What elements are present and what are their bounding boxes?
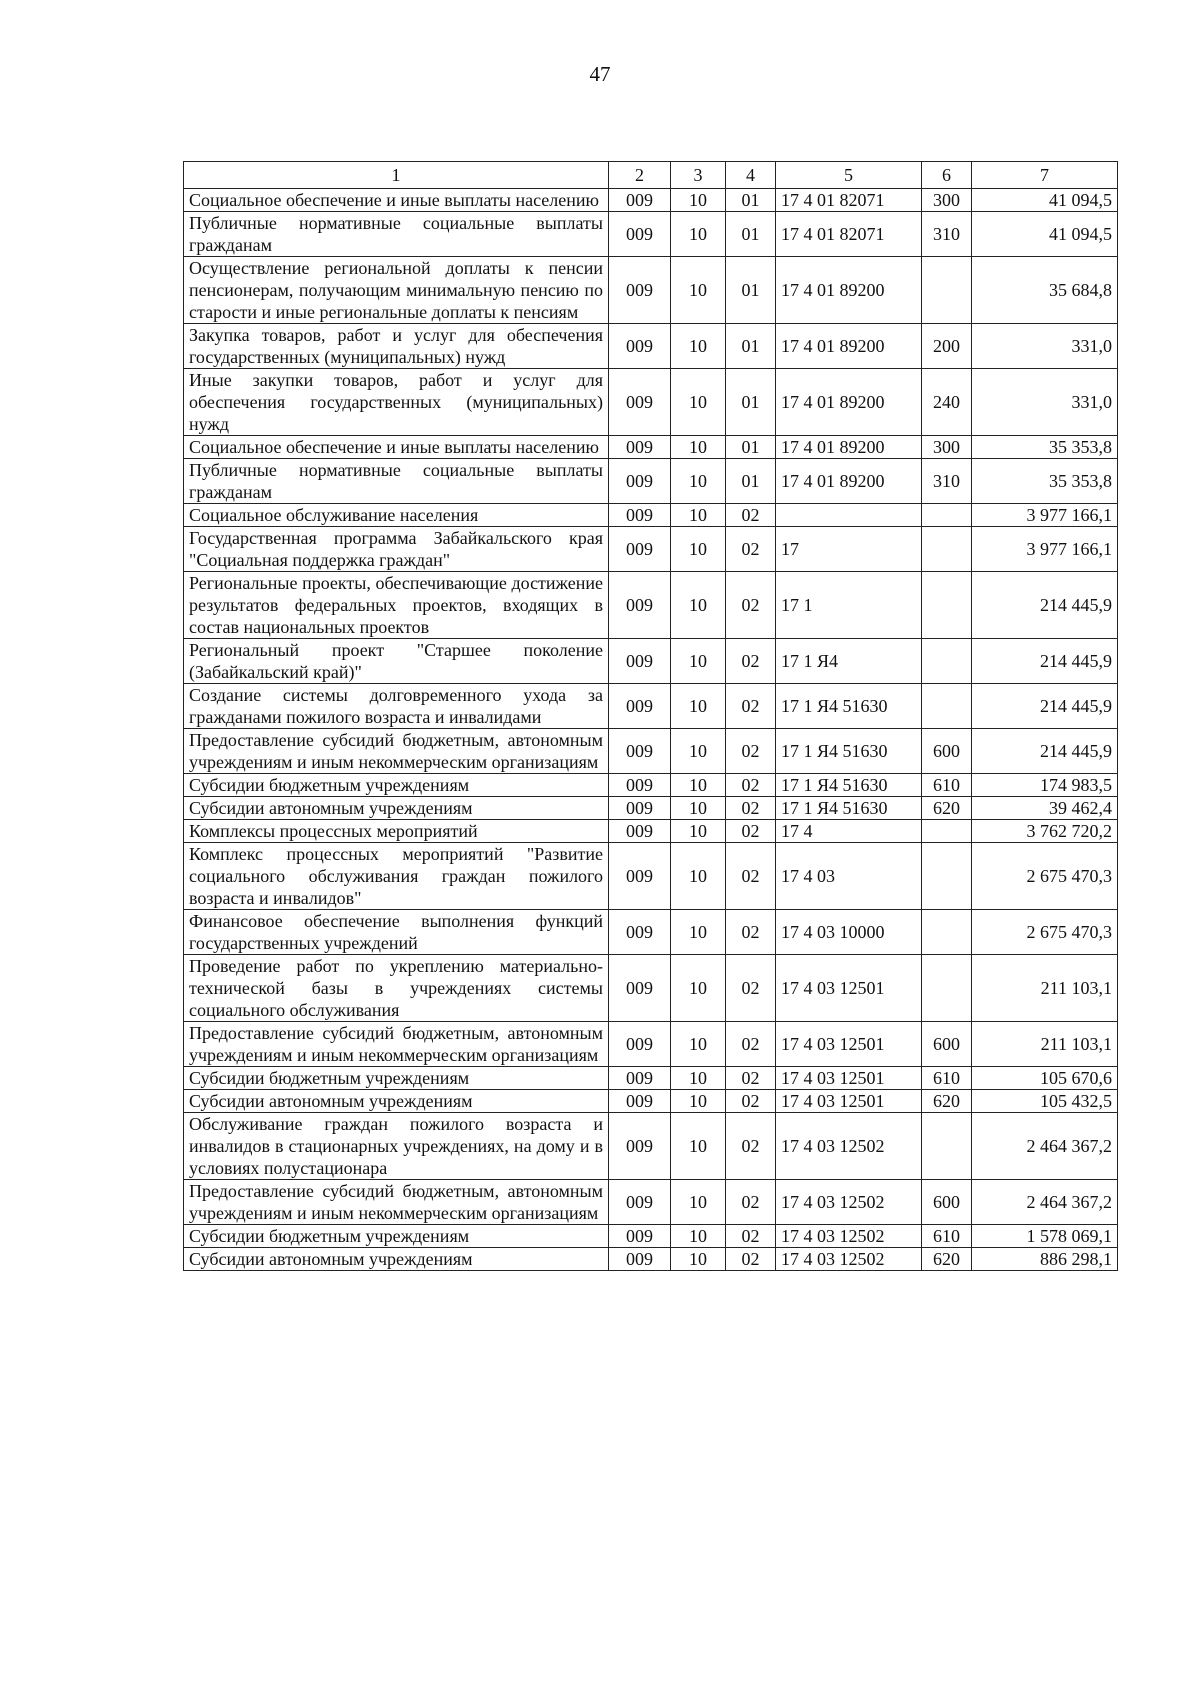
column-header: 2 [609, 162, 671, 189]
amount-cell: 1 578 069,1 [972, 1225, 1118, 1248]
subsection-cell: 02 [726, 843, 776, 910]
section-cell: 10 [671, 729, 726, 774]
amount-cell: 3 977 166,1 [972, 527, 1118, 572]
column-header: 6 [922, 162, 972, 189]
row-name-cell: Социальное обеспечение и иные выплаты населению [184, 189, 609, 212]
admin-code-cell: 009 [609, 572, 671, 639]
target-article-cell: 17 4 01 82071 [776, 189, 922, 212]
amount-cell: 2 675 470,3 [972, 843, 1118, 910]
section-cell: 10 [671, 955, 726, 1022]
subsection-cell: 02 [726, 910, 776, 955]
section-cell: 10 [671, 257, 726, 324]
target-article-cell: 17 1 Я4 51630 [776, 729, 922, 774]
row-name-cell: Закупка товаров, работ и услуг для обеспечения государственных (муниципальных) нужд [184, 324, 609, 369]
amount-cell: 39 462,4 [972, 797, 1118, 820]
row-name-cell: Создание системы долговременного ухода за гражданами пожилого возраста и инвалидами [184, 684, 609, 729]
section-cell: 10 [671, 774, 726, 797]
admin-code-cell: 009 [609, 639, 671, 684]
amount-cell: 211 103,1 [972, 955, 1118, 1022]
row-name-cell: Социальное обслуживание населения [184, 504, 609, 527]
amount-cell: 35 353,8 [972, 459, 1118, 504]
row-name-cell: Обслуживание граждан пожилого возраста и инвалидов в стационарных учреждениях, на дому и в условиях полустационара [184, 1113, 609, 1180]
expense-type-cell [922, 572, 972, 639]
table-body [184, 189, 1118, 1271]
amount-cell: 211 103,1 [972, 1022, 1118, 1067]
amount-cell: 214 445,9 [972, 684, 1118, 729]
amount-cell: 214 445,9 [972, 639, 1118, 684]
subsection-cell: 02 [726, 820, 776, 843]
amount-cell: 41 094,5 [972, 212, 1118, 257]
subsection-cell: 01 [726, 459, 776, 504]
expense-type-cell [922, 257, 972, 324]
target-article-cell: 17 4 [776, 820, 922, 843]
admin-code-cell: 009 [609, 369, 671, 436]
admin-code-cell: 009 [609, 324, 671, 369]
section-cell: 10 [671, 189, 726, 212]
target-article-cell: 17 1 Я4 51630 [776, 774, 922, 797]
section-cell: 10 [671, 504, 726, 527]
amount-cell: 105 670,6 [972, 1067, 1118, 1090]
table-row [184, 257, 1118, 324]
target-article-cell: 17 4 03 10000 [776, 910, 922, 955]
row-name-cell: Региональный проект "Старшее поколение (Забайкальский край)" [184, 639, 609, 684]
expense-type-cell: 620 [922, 797, 972, 820]
row-name-cell: Комплекс процессных мероприятий "Развитие социального обслуживания граждан пожилого возраста и инвалидов" [184, 843, 609, 910]
admin-code-cell: 009 [609, 212, 671, 257]
section-cell: 10 [671, 1180, 726, 1225]
subsection-cell: 02 [726, 504, 776, 527]
row-name-cell: Субсидии автономным учреждениям [184, 797, 609, 820]
expense-type-cell: 310 [922, 459, 972, 504]
section-cell: 10 [671, 1113, 726, 1180]
header-row [184, 162, 1118, 189]
target-article-cell: 17 4 03 [776, 843, 922, 910]
table-row [184, 212, 1118, 257]
expense-type-cell: 600 [922, 729, 972, 774]
admin-code-cell: 009 [609, 729, 671, 774]
expense-type-cell: 240 [922, 369, 972, 436]
target-article-cell: 17 4 01 89200 [776, 436, 922, 459]
table-row [184, 910, 1118, 955]
expense-type-cell [922, 820, 972, 843]
section-cell: 10 [671, 1022, 726, 1067]
table-row [184, 729, 1118, 774]
row-name-cell: Субсидии бюджетным учреждениям [184, 774, 609, 797]
target-article-cell: 17 4 03 12501 [776, 1022, 922, 1067]
expense-type-cell [922, 504, 972, 527]
column-header: 4 [726, 162, 776, 189]
subsection-cell: 01 [726, 212, 776, 257]
expense-type-cell: 620 [922, 1248, 972, 1271]
table-row [184, 1113, 1118, 1180]
section-cell: 10 [671, 1090, 726, 1113]
table-row [184, 459, 1118, 504]
expense-type-cell: 610 [922, 1225, 972, 1248]
table-row [184, 436, 1118, 459]
table-row [184, 639, 1118, 684]
subsection-cell: 01 [726, 436, 776, 459]
table-row [184, 527, 1118, 572]
subsection-cell: 02 [726, 1067, 776, 1090]
table-row [184, 774, 1118, 797]
row-name-cell: Публичные нормативные социальные выплаты гражданам [184, 459, 609, 504]
subsection-cell: 01 [726, 257, 776, 324]
admin-code-cell: 009 [609, 1113, 671, 1180]
subsection-cell: 02 [726, 1022, 776, 1067]
admin-code-cell: 009 [609, 1225, 671, 1248]
expense-type-cell: 610 [922, 1067, 972, 1090]
target-article-cell: 17 4 01 89200 [776, 324, 922, 369]
table-row [184, 1090, 1118, 1113]
expense-type-cell [922, 1113, 972, 1180]
row-name-cell: Социальное обеспечение и иные выплаты населению [184, 436, 609, 459]
amount-cell: 214 445,9 [972, 572, 1118, 639]
target-article-cell: 17 4 01 89200 [776, 257, 922, 324]
expense-type-cell [922, 843, 972, 910]
amount-cell: 174 983,5 [972, 774, 1118, 797]
section-cell: 10 [671, 1248, 726, 1271]
table-row [184, 504, 1118, 527]
expense-type-cell: 600 [922, 1022, 972, 1067]
expense-type-cell [922, 910, 972, 955]
admin-code-cell: 009 [609, 257, 671, 324]
admin-code-cell: 009 [609, 1067, 671, 1090]
table-row [184, 189, 1118, 212]
admin-code-cell: 009 [609, 1022, 671, 1067]
table-row [184, 1180, 1118, 1225]
row-name-cell: Публичные нормативные социальные выплаты гражданам [184, 212, 609, 257]
admin-code-cell: 009 [609, 527, 671, 572]
row-name-cell: Предоставление субсидий бюджетным, автономным учреждениям и иным некоммерческим организациям [184, 1022, 609, 1067]
target-article-cell: 17 4 03 12501 [776, 1067, 922, 1090]
section-cell: 10 [671, 527, 726, 572]
admin-code-cell: 009 [609, 1180, 671, 1225]
section-cell: 10 [671, 843, 726, 910]
subsection-cell: 02 [726, 774, 776, 797]
subsection-cell: 02 [726, 955, 776, 1022]
expense-type-cell [922, 955, 972, 1022]
column-header: 5 [776, 162, 922, 189]
target-article-cell: 17 1 [776, 572, 922, 639]
table-row [184, 955, 1118, 1022]
expense-type-cell: 610 [922, 774, 972, 797]
row-name-cell: Субсидии автономным учреждениям [184, 1090, 609, 1113]
subsection-cell: 02 [726, 797, 776, 820]
table-row [184, 1067, 1118, 1090]
table-row [184, 1248, 1118, 1271]
admin-code-cell: 009 [609, 1090, 671, 1113]
section-cell: 10 [671, 369, 726, 436]
admin-code-cell: 009 [609, 820, 671, 843]
subsection-cell: 01 [726, 324, 776, 369]
row-name-cell: Проведение работ по укреплению материально-технической базы в учреждениях системы социального обслуживания [184, 955, 609, 1022]
page-number: 47 [589, 62, 611, 86]
subsection-cell: 01 [726, 189, 776, 212]
table-row [184, 1022, 1118, 1067]
subsection-cell: 02 [726, 684, 776, 729]
expense-type-cell [922, 527, 972, 572]
target-article-cell: 17 4 03 12502 [776, 1180, 922, 1225]
expense-type-cell [922, 639, 972, 684]
amount-cell: 886 298,1 [972, 1248, 1118, 1271]
amount-cell: 2 464 367,2 [972, 1113, 1118, 1180]
column-header: 1 [184, 162, 609, 189]
row-name-cell: Финансовое обеспечение выполнения функций государственных учреждений [184, 910, 609, 955]
admin-code-cell: 009 [609, 436, 671, 459]
section-cell: 10 [671, 436, 726, 459]
table-row [184, 324, 1118, 369]
admin-code-cell: 009 [609, 684, 671, 729]
target-article-cell: 17 4 01 89200 [776, 369, 922, 436]
row-name-cell: Субсидии бюджетным учреждениям [184, 1067, 609, 1090]
admin-code-cell: 009 [609, 774, 671, 797]
section-cell: 10 [671, 324, 726, 369]
admin-code-cell: 009 [609, 504, 671, 527]
subsection-cell: 02 [726, 1248, 776, 1271]
table-row [184, 797, 1118, 820]
section-cell: 10 [671, 1225, 726, 1248]
section-cell: 10 [671, 684, 726, 729]
amount-cell: 2 464 367,2 [972, 1180, 1118, 1225]
expense-type-cell: 310 [922, 212, 972, 257]
target-article-cell: 17 4 01 82071 [776, 212, 922, 257]
target-article-cell: 17 [776, 527, 922, 572]
row-name-cell: Предоставление субсидий бюджетным, автономным учреждениям и иным некоммерческим организациям [184, 729, 609, 774]
row-name-cell: Осуществление региональной доплаты к пенсии пенсионерам, получающим минимальную пенсию по старости и иные региональные доплаты к пенсиям [184, 257, 609, 324]
section-cell: 10 [671, 797, 726, 820]
section-cell: 10 [671, 572, 726, 639]
target-article-cell [776, 504, 922, 527]
amount-cell: 2 675 470,3 [972, 910, 1118, 955]
admin-code-cell: 009 [609, 910, 671, 955]
admin-code-cell: 009 [609, 843, 671, 910]
expense-type-cell: 200 [922, 324, 972, 369]
target-article-cell: 17 4 01 89200 [776, 459, 922, 504]
expense-type-cell: 620 [922, 1090, 972, 1113]
amount-cell: 3 762 720,2 [972, 820, 1118, 843]
table-row [184, 820, 1118, 843]
subsection-cell: 02 [726, 1225, 776, 1248]
expense-type-cell: 600 [922, 1180, 972, 1225]
section-cell: 10 [671, 910, 726, 955]
expense-type-cell [922, 684, 972, 729]
admin-code-cell: 009 [609, 797, 671, 820]
column-header: 7 [972, 162, 1118, 189]
subsection-cell: 02 [726, 527, 776, 572]
expense-type-cell: 300 [922, 436, 972, 459]
row-name-cell: Предоставление субсидий бюджетным, автономным учреждениям и иным некоммерческим организациям [184, 1180, 609, 1225]
amount-cell: 35 353,8 [972, 436, 1118, 459]
row-name-cell: Иные закупки товаров, работ и услуг для обеспечения государственных (муниципальных) нужд [184, 369, 609, 436]
amount-cell: 41 094,5 [972, 189, 1118, 212]
table-header [184, 162, 1118, 189]
section-cell: 10 [671, 1067, 726, 1090]
row-name-cell: Государственная программа Забайкальского края "Социальная поддержка граждан" [184, 527, 609, 572]
subsection-cell: 02 [726, 1090, 776, 1113]
target-article-cell: 17 4 03 12502 [776, 1225, 922, 1248]
amount-cell: 105 432,5 [972, 1090, 1118, 1113]
row-name-cell: Субсидии автономным учреждениям [184, 1248, 609, 1271]
expense-type-cell: 300 [922, 189, 972, 212]
table-row [184, 1225, 1118, 1248]
column-header: 3 [671, 162, 726, 189]
admin-code-cell: 009 [609, 189, 671, 212]
target-article-cell: 17 4 03 12501 [776, 955, 922, 1022]
amount-cell: 331,0 [972, 369, 1118, 436]
amount-cell: 3 977 166,1 [972, 504, 1118, 527]
section-cell: 10 [671, 212, 726, 257]
subsection-cell: 02 [726, 572, 776, 639]
subsection-cell: 02 [726, 1113, 776, 1180]
target-article-cell: 17 1 Я4 51630 [776, 797, 922, 820]
target-article-cell: 17 1 Я4 51630 [776, 684, 922, 729]
table-row [184, 843, 1118, 910]
budget-table [183, 161, 1118, 1271]
table-row [184, 369, 1118, 436]
subsection-cell: 02 [726, 1180, 776, 1225]
admin-code-cell: 009 [609, 955, 671, 1022]
section-cell: 10 [671, 459, 726, 504]
target-article-cell: 17 4 03 12502 [776, 1113, 922, 1180]
subsection-cell: 02 [726, 729, 776, 774]
amount-cell: 331,0 [972, 324, 1118, 369]
section-cell: 10 [671, 639, 726, 684]
subsection-cell: 01 [726, 369, 776, 436]
table-row [184, 684, 1118, 729]
target-article-cell: 17 1 Я4 [776, 639, 922, 684]
target-article-cell: 17 4 03 12502 [776, 1248, 922, 1271]
table-row [184, 572, 1118, 639]
amount-cell: 35 684,8 [972, 257, 1118, 324]
target-article-cell: 17 4 03 12501 [776, 1090, 922, 1113]
admin-code-cell: 009 [609, 1248, 671, 1271]
row-name-cell: Комплексы процессных мероприятий [184, 820, 609, 843]
amount-cell: 214 445,9 [972, 729, 1118, 774]
row-name-cell: Субсидии бюджетным учреждениям [184, 1225, 609, 1248]
section-cell: 10 [671, 820, 726, 843]
admin-code-cell: 009 [609, 459, 671, 504]
subsection-cell: 02 [726, 639, 776, 684]
row-name-cell: Региональные проекты, обеспечивающие достижение результатов федеральных проектов, входящих в состав национальных проектов [184, 572, 609, 639]
